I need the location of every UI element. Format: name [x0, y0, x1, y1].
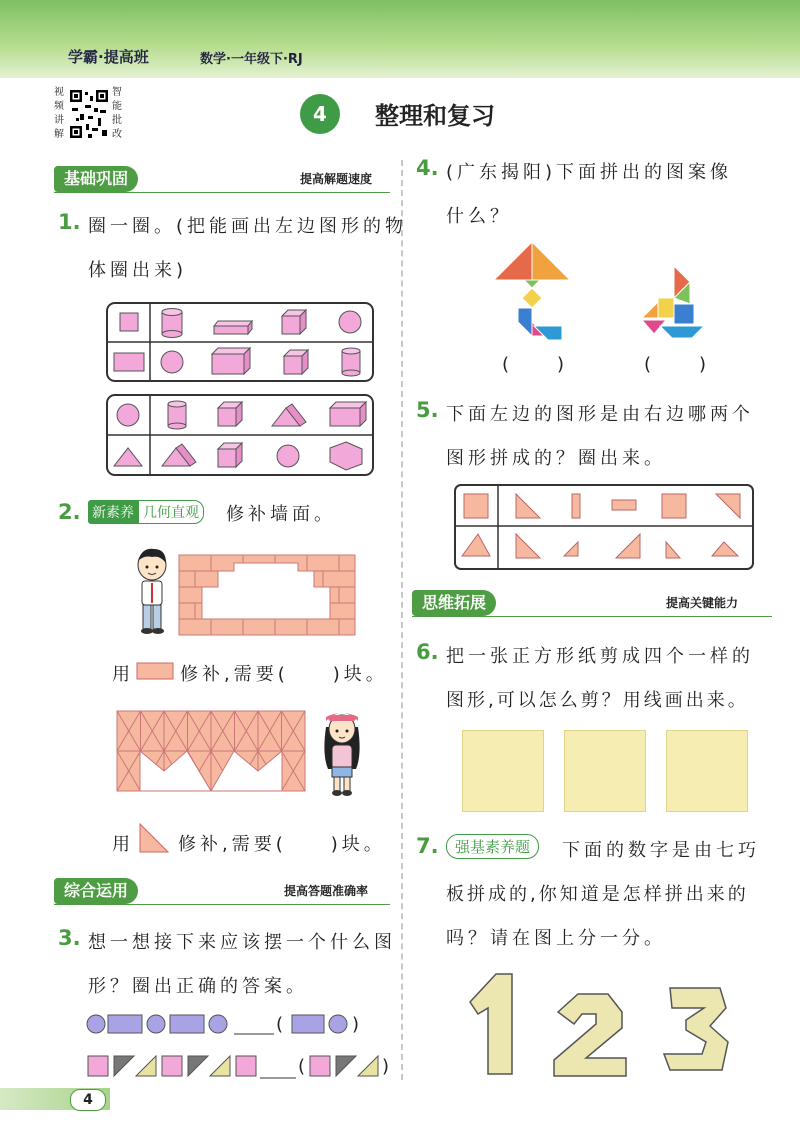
- answer-paren-2[interactable]: ( ): [644, 354, 711, 375]
- cuboid-object: [330, 402, 366, 426]
- page-number: 4: [70, 1089, 106, 1111]
- page-header: [0, 0, 800, 78]
- question-number: 7.: [416, 834, 439, 858]
- square-shape: [120, 313, 138, 331]
- qr-right-char: 改: [112, 129, 122, 140]
- section-underline: [54, 192, 390, 193]
- qr-code-icon[interactable]: [68, 88, 110, 140]
- cylinder-object: [342, 348, 360, 376]
- answer-paren-1[interactable]: ( ): [502, 354, 569, 375]
- question-text: 把一张正方形纸剪成四个一样的: [446, 646, 754, 667]
- q5-shapes-box: [454, 484, 754, 570]
- question-text: 体圈出来): [88, 260, 188, 281]
- question-text: 下面的数字是由七巧: [562, 840, 760, 861]
- sphere-object: [339, 311, 361, 333]
- tag-geometry-intuition: 几何直观: [138, 500, 204, 524]
- digit-one-tangram: [470, 974, 512, 1074]
- question-text: 想一想接下来应该摆一个什么图: [88, 932, 396, 953]
- tag-strong-foundation: 强基素养题: [446, 834, 539, 859]
- flat-cuboid-object: [214, 321, 252, 334]
- q3-sequence-a: [86, 1010, 366, 1040]
- question-text: 图形拼成的？圈出来。: [446, 448, 666, 469]
- q3-sequence-b: [86, 1052, 386, 1084]
- qr-right-char: 批: [112, 115, 122, 126]
- circle-shape: [117, 404, 139, 426]
- column-divider: [401, 160, 403, 1080]
- question-text: 圈一圈。(把能画出左边图形的物: [88, 216, 408, 237]
- qr-code-block[interactable]: [54, 86, 124, 144]
- digit-three-tangram: [664, 988, 728, 1070]
- girl-illustration: [318, 705, 366, 797]
- triangle-piece-icon: [138, 822, 170, 854]
- paper-square-3[interactable]: [666, 730, 748, 812]
- option-square: [310, 1056, 330, 1076]
- option-gray-triangle: [336, 1056, 356, 1076]
- answer-prefix: 用: [112, 664, 134, 685]
- section-title-thinking: 思维拓展: [412, 590, 496, 616]
- subject-label: 数学·一年级下·RJ: [200, 52, 303, 67]
- boy-illustration: [128, 545, 174, 637]
- q1-box-a: [106, 302, 374, 382]
- paper-square-2[interactable]: [564, 730, 646, 812]
- option-circle: [329, 1015, 347, 1033]
- question-text: 形？圈出正确的答案。: [88, 976, 308, 997]
- tangram-digits[interactable]: [466, 968, 766, 1080]
- question-text: 什么？: [446, 206, 512, 227]
- section-underline: [412, 616, 772, 617]
- qr-left-char: 讲: [54, 115, 64, 126]
- triangle-wall-figure: [116, 710, 306, 792]
- section-title-basic: 基础巩固: [54, 166, 138, 192]
- q7-tag-wrap: [446, 834, 539, 859]
- cylinder-object: [162, 309, 182, 338]
- section-hint: 提高关键能力: [666, 596, 739, 610]
- paren-open: (: [298, 1056, 306, 1077]
- section-title-comprehensive: 综合运用: [54, 878, 138, 904]
- paren-open: (: [276, 1014, 284, 1035]
- qr-left-char: 频: [54, 101, 64, 112]
- qr-right-char: 能: [112, 101, 122, 112]
- tag-new-literacy: 新素养: [88, 500, 138, 524]
- section-hint: 提高答题准确率: [284, 884, 369, 898]
- q1-box-b: [106, 394, 374, 476]
- answer-blank-2[interactable]: 修补,需要( )块。: [178, 834, 386, 855]
- question-text: 板拼成的,你知道是怎样拼出来的: [446, 884, 749, 905]
- question-text: 修补墙面。: [226, 504, 336, 525]
- cube-object: [218, 402, 242, 426]
- cylinder-object: [168, 401, 186, 429]
- option-rectangle: [292, 1015, 324, 1033]
- cube-object: [282, 310, 306, 334]
- cube-object: [218, 443, 242, 467]
- digit-two-tangram: [554, 994, 626, 1076]
- section-underline: [54, 904, 390, 905]
- brand-label: 学霸·提高班: [68, 48, 149, 66]
- q2-tags: [88, 500, 204, 524]
- answer-prefix: 用: [112, 834, 134, 855]
- section-hint: 提高解题速度: [300, 172, 373, 186]
- question-text: 下面左边的图形是由右边哪两个: [446, 404, 754, 425]
- question-text: (广东揭阳)下面拼出的图案像: [446, 162, 733, 183]
- page-title: 整理和复习: [375, 102, 495, 130]
- qr-left-label: [54, 86, 66, 142]
- paper-square-1[interactable]: [462, 730, 544, 812]
- qr-left-char: 解: [54, 129, 64, 140]
- rectangle-shape: [114, 353, 144, 371]
- cube-object: [284, 350, 308, 374]
- question-text: 吗？请在图上分一分。: [446, 928, 666, 949]
- question-number: 4.: [416, 156, 439, 180]
- question-text: 图形,可以怎么剪？用线画出来。: [446, 690, 749, 711]
- question-number: 2.: [58, 500, 81, 524]
- qr-left-char: 视: [54, 87, 64, 98]
- question-number: 5.: [416, 398, 439, 422]
- qr-right-char: 智: [112, 87, 122, 98]
- option-yellow-triangle: [358, 1056, 378, 1076]
- question-number: 3.: [58, 926, 81, 950]
- paren-close: ): [382, 1056, 390, 1077]
- answer-blank-1[interactable]: 修补,需要( )块。: [180, 664, 388, 685]
- paren-close: ): [352, 1014, 360, 1035]
- tangram-figure-boat: [636, 264, 712, 344]
- question-number: 6.: [416, 640, 439, 664]
- qr-right-label: [112, 86, 124, 142]
- sphere-object: [277, 445, 299, 467]
- question-number: 1.: [58, 210, 81, 234]
- cuboid-object: [212, 348, 250, 374]
- wall-hole: [202, 563, 330, 619]
- sphere-object: [161, 351, 183, 373]
- unit-number-badge: 4: [300, 94, 340, 134]
- tangram-figure-person: [490, 240, 574, 346]
- brick-piece-icon: [136, 662, 174, 680]
- brick-wall-figure: [178, 554, 356, 636]
